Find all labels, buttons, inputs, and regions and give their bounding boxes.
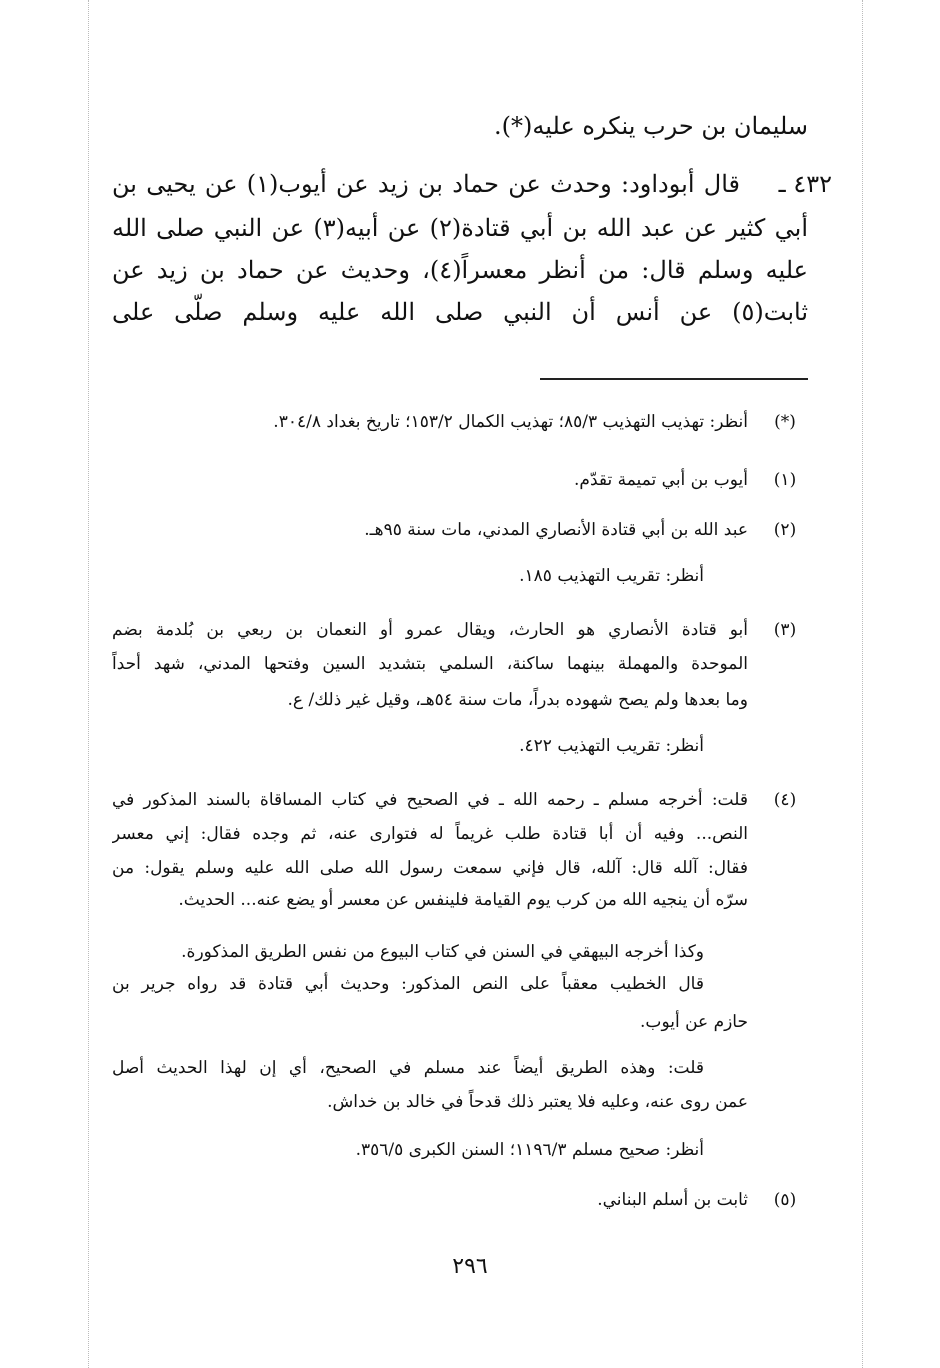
footnote-marker: (*) (774, 412, 796, 432)
main-line: سليمان بن حرب ينكره عليه(*). (494, 112, 808, 140)
footnote-paragraph: قال الخطيب معقباً على النص المذكور: وحديث أبي قتادة قد رواه جرير بن (112, 974, 704, 994)
footnote-paragraph: عمن روى عنه، وعليه فلا يعتبر ذلك قدحاً في خالد بن خداش. (327, 1092, 748, 1112)
footnote-line: أنظر: تهذيب التهذيب ٨٥/٣؛ تهذيب الكمال ١٥٣/٢؛ تاريخ بغداد ٣٠٤/٨. (273, 412, 748, 432)
footnote-marker: (٤) (773, 790, 797, 810)
footnote-line: سرّه أن ينجيه الله من كرب يوم القيامة فلينفس عن معسر أو يضع عنه... الحديث. (178, 890, 748, 910)
footnote-line: عبد الله بن أبي قتادة الأنصاري المدني، مات سنة ٩٥هـ. (364, 520, 748, 540)
footnote-marker: (١) (773, 470, 797, 490)
footnote-line: النص... وفيه أن أبا قتادة طلب غريماً له فتوارى عنه، ثم وجده فقال: إني معسر (112, 824, 748, 844)
footnote-reference: أنظر: تقريب التهذيب ٤٢٢. (519, 736, 704, 756)
footnote-paragraph: وكذا أخرجه البيهقي في السنن في كتاب البيوع من نفس الطريق المذكورة. (181, 942, 704, 962)
main-line: ثابت(٥) عن أنس أن النبي صلى الله عليه وسلم صلّى على (112, 298, 808, 326)
main-line: أبي كثير عن عبد الله بن أبي قتادة(٢) عن أبيه(٣) عن النبي صلى الله (112, 214, 808, 242)
footnote-reference: أنظر: صحيح مسلم ١١٩٦/٣؛ السنن الكبرى ٣٥٦/٥. (355, 1140, 704, 1160)
scan-guide-line (88, 0, 89, 1368)
footnote-line: أيوب بن أبي تميمة تقدّم. (574, 470, 748, 490)
footnote-line: وما بعدها ولم يصح شهوده بدراً، مات سنة ٥٤هـ، وقيل غير ذلك/ ع. (287, 690, 748, 710)
footnote-paragraph: قلت: وهذه الطريق أيضاً عند مسلم في الصحيح، أي إن لهذا الحديث أصل (112, 1058, 704, 1078)
footnote-reference: أنظر: تقريب التهذيب ١٨٥. (519, 566, 704, 586)
footnote-line: ثابت بن أسلم البناني. (597, 1190, 748, 1210)
page-number: ٢٩٦ (452, 1254, 488, 1279)
footnote-line: فقال: آلله قال: آلله، قال فإني سمعت رسول الله صلى الله عليه وسلم يقول: من (112, 858, 748, 878)
main-line: قال أبوداود: وحدث عن حماد بن زيد عن أيوب(١) عن يحيى بن (112, 170, 740, 198)
footnote-marker: (٣) (773, 620, 797, 640)
footnote-line: الموحدة والمهملة بينهما ساكنة، السلمي بتشديد السين وفتحها المدني، شهد أحداً (112, 654, 748, 674)
hadith-number: ٤٣٢ ـ (778, 170, 832, 198)
main-line: عليه وسلم قال: من أنظر معسراً(٤)، وحديث عن حماد بن زيد عن (112, 256, 808, 284)
footnote-marker: (٥) (773, 1190, 797, 1210)
scan-guide-line (862, 0, 863, 1368)
footnote-line: أبو قتادة الأنصاري هو الحارث، ويقال عمرو أو النعمان بن ربعي بن بُلدمة بضم (112, 620, 748, 640)
footnote-separator (540, 378, 808, 380)
footnote-paragraph: حازم عن أيوب. (640, 1012, 748, 1032)
footnote-line: قلت: أخرجه مسلم ـ رحمه الله ـ في الصحيح في كتاب المساقاة بالسند المذكور في (112, 790, 748, 810)
footnote-marker: (٢) (773, 520, 797, 540)
